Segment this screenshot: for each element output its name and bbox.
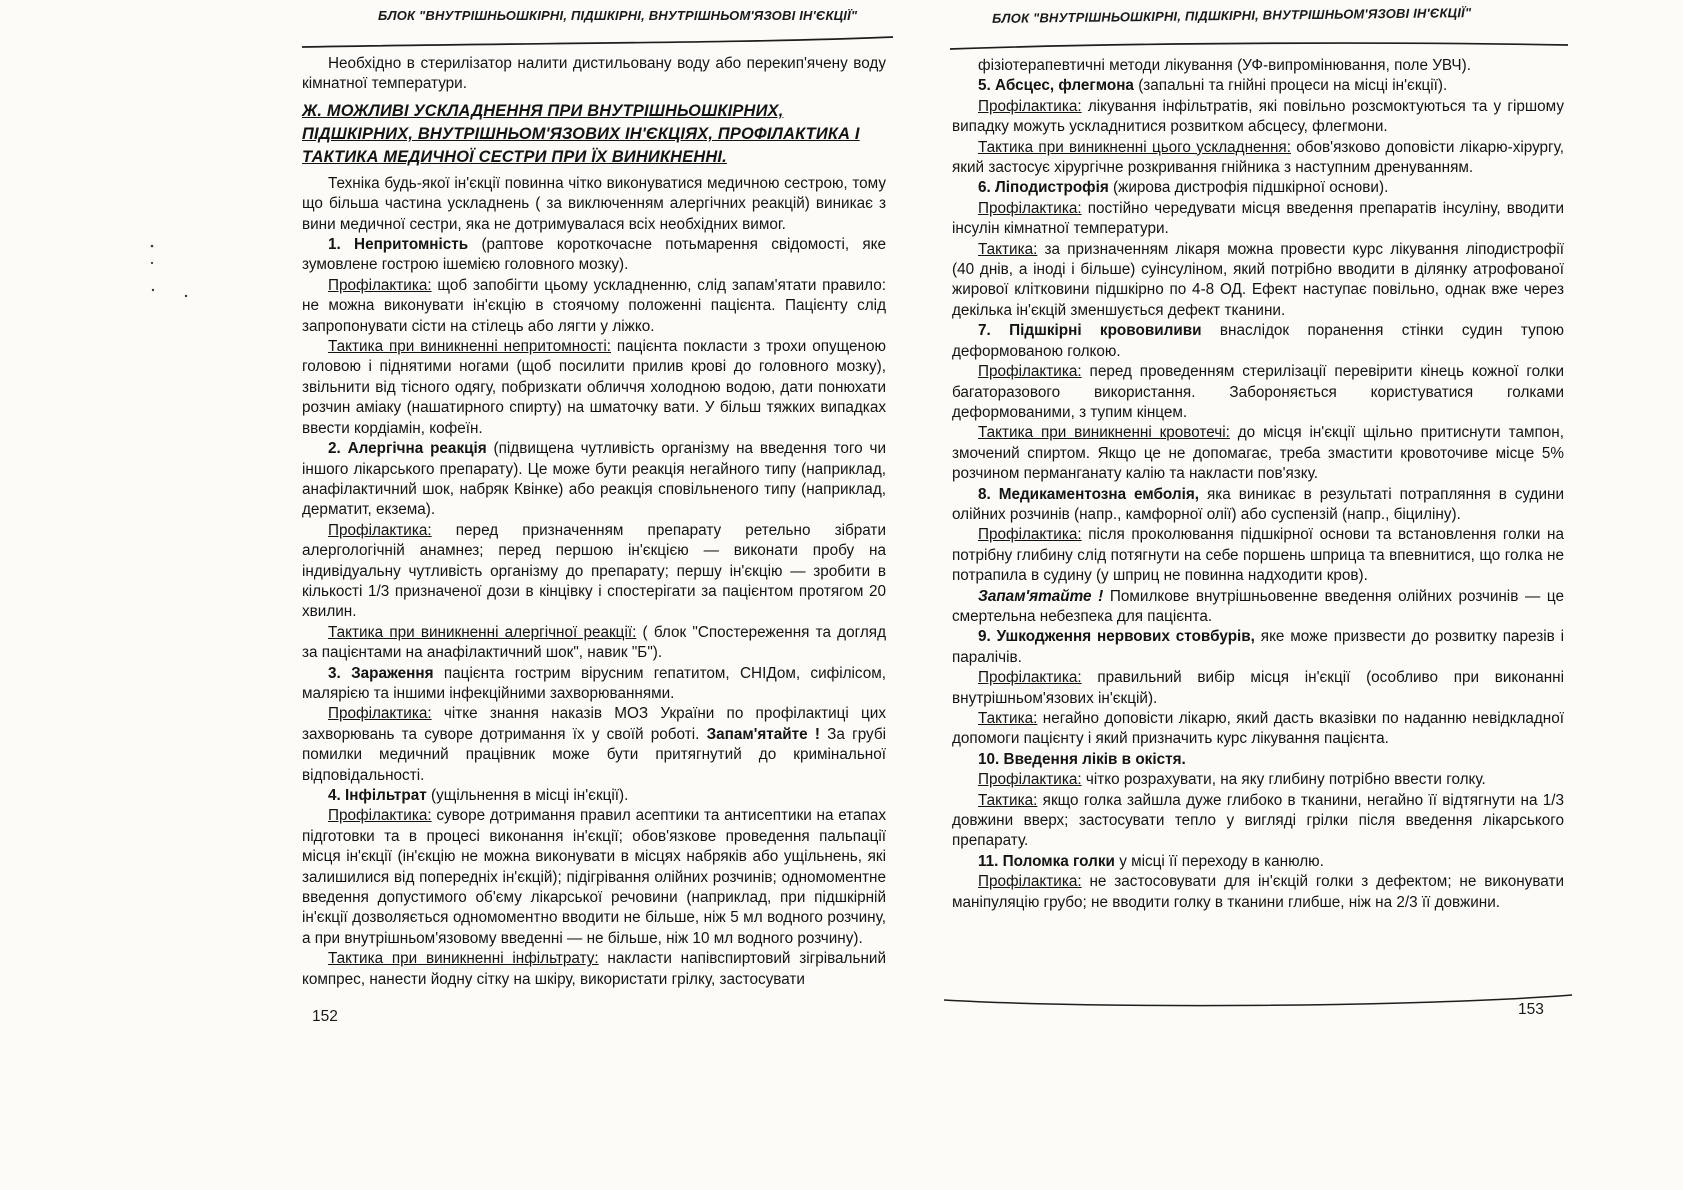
paragraph-text: (жирова дистрофія підшкірної основи). <box>1113 179 1389 197</box>
labeled-paragraph <box>952 199 1564 240</box>
paragraph <box>302 174 886 235</box>
paragraph-label: Тактика при виникненні кровотечі: <box>978 424 1230 442</box>
paragraph <box>302 54 886 95</box>
paragraph-emphasis: Запам'ятайте ! <box>706 725 820 743</box>
paragraph-text: ( блок "Спостереження та догляд за пацієнтами на анафілактичний шок", навик "Б"). <box>302 623 886 662</box>
labeled-paragraph <box>302 704 886 786</box>
scan-speck <box>152 289 154 291</box>
paragraph-text: Необхідно в стерилізатор налити дистильовану воду або перекип'ячену воду кімнатної температури. <box>302 55 886 93</box>
paragraph-text: (раптове короткочасне потьмарення свідомості, яке зумовлене гострою ішемією головного мозку). <box>302 236 887 274</box>
paragraph-text: пацієнта гострим вірусним гепатитом, СНІДом, сифілісом, малярією та іншими інфекційними захворюваннями. <box>302 664 887 702</box>
paragraph-text: яка виникає в результаті потрапляння в судини олійних розчинів (напр., камфорної олії) або суспензій (напр., біциліну). <box>952 485 1565 523</box>
page-number-left: 152 <box>312 1008 338 1025</box>
paragraph-label: Профілактика: <box>328 276 432 294</box>
running-head-right: БЛОК "ВНУТРІШНЬОШКІРНІ, ПІДШКІРНІ, ВНУТРІШНЬОМ'ЯЗОВІ ІН'ЄКЦІЇ" <box>991 5 1472 26</box>
labeled-paragraph <box>302 949 886 990</box>
paragraph-text: внаслідок поранення стінки судин тупою деформованою голкою. <box>952 322 1565 360</box>
item-term: Підшкірні крововиливи <box>1009 322 1202 340</box>
paragraph-text: фізіотерапевтичні методи лікування (УФ-випромінювання, поле УВЧ). <box>978 57 1471 74</box>
paragraph-text: якщо голка зайшла дуже глибоко в тканини, негайно її відтягнути на 1/3 довжини вверх; застосувати тепло у вигляді грілки після введення лікарського препарату. <box>952 791 1565 850</box>
running-head-left: БЛОК "ВНУТРІШНЬОШКІРНІ, ПІДШКІРНІ, ВНУТРІШНЬОМ'ЯЗОВІ ІН'ЄКЦІЇ" <box>378 8 858 23</box>
paragraph-text: (підвищена чутливість організму на введення того чи іншого лікарського препарату). Це може бути реакція негайного типу (наприклад, анафілактичний шок, набряк Квінке) або реакція сповільненого типу (наприклад, дерматит, екзема). <box>302 440 887 519</box>
item-term: Медикаментозна емболія, <box>998 485 1200 503</box>
paragraph-label: Тактика при виникненні інфільтрату: <box>328 950 599 968</box>
paragraph-text: яке може призвести до розвитку парезів і паралічів. <box>952 628 1564 666</box>
left-page-body <box>302 54 886 990</box>
paragraph-label: Профілактика: <box>328 807 432 825</box>
labeled-paragraph <box>952 791 1564 852</box>
paragraph-label: Тактика: <box>978 240 1038 258</box>
item-number: 3. <box>328 664 341 682</box>
scan-line-top-right <box>950 43 1568 49</box>
paragraph-label: Профілактика: <box>978 669 1082 687</box>
item-number: 11. <box>978 852 999 870</box>
paragraph-text: Помилкове внутрішньовенне введення олійних розчинів — це смертельна небезпека для пацієнта. <box>952 587 1565 625</box>
page-number-right: 153 <box>1518 1001 1544 1018</box>
paragraph-label: Профілактика: <box>978 771 1082 789</box>
paragraph-label: Профілактика: <box>328 705 432 723</box>
paragraph-text: правильний вибір місця ін'єкції (особливо при виконанні внутрішньом'язових ін'єкцій). <box>952 669 1564 707</box>
scan-line-bottom-right <box>944 995 1572 1006</box>
item-term: Поломка голки <box>1002 852 1115 870</box>
paragraph-label: Тактика при виникненні алергічної реакції: <box>328 623 637 641</box>
scan-speck <box>151 262 153 264</box>
numbered-item <box>302 786 886 806</box>
labeled-paragraph <box>952 97 1564 138</box>
labeled-paragraph <box>302 806 886 949</box>
item-term: Абсцес, флегмона <box>995 77 1134 95</box>
numbered-item <box>952 852 1564 872</box>
paragraph-text: негайно доповісти лікарю, який дасть вказівки по наданню невідкладної допомоги пацієнту і який призначить курс лікування пацієнта. <box>952 710 1565 748</box>
paragraph-label: Профілактика: <box>978 97 1082 115</box>
paragraph-text: За грубі помилки медичний працівник може бути притягнутий до кримінальної відповідальності. <box>302 725 887 784</box>
paragraph <box>952 56 1564 76</box>
paragraph-text: постійно чередувати місця введення препаратів інсуліну, вводити інсулін кімнатної температури. <box>952 199 1564 238</box>
paragraph-label: Профілактика: <box>978 873 1082 891</box>
labeled-paragraph <box>302 521 886 623</box>
labeled-paragraph <box>952 362 1564 423</box>
item-term: Зараження <box>351 664 434 682</box>
numbered-item <box>302 664 886 705</box>
numbered-item <box>952 321 1564 362</box>
paragraph-text: перед проведенням стерилізації перевірити кінець кожної голки багаторазового використання. Забороняється користуватися голками деформованими, з тупим кінцем. <box>952 363 1565 421</box>
numbered-item <box>302 235 886 276</box>
numbered-item <box>952 485 1564 526</box>
item-number: 4. <box>328 787 341 804</box>
paragraph-text: чітко розрахувати, на яку глибину потрібно ввести голку. <box>1085 771 1486 789</box>
item-term: Інфільтрат <box>345 787 427 804</box>
labeled-paragraph <box>952 138 1564 179</box>
paragraph-label: Тактика: <box>978 710 1038 727</box>
paragraph-label: Тактика при виникненні непритомності: <box>328 338 612 356</box>
labeled-paragraph <box>952 587 1564 628</box>
labeled-paragraph <box>302 623 886 664</box>
item-number: 7. <box>978 322 991 340</box>
labeled-paragraph <box>952 770 1564 790</box>
paragraph-text: Ж. МОЖЛИВІ УСКЛАДНЕННЯ ПРИ ВНУТРІШНЬОШКІРНИХ, ПІДШКІРНИХ, ВНУТРІШНЬОМ'ЯЗОВИХ ІН'ЄКЦІЯХ, ПРОФІЛАКТИКА І ТАКТИКА МЕДИЧНОЇ СЕСТРИ ПРИ ЇХ ВИНИКНЕННІ. <box>302 101 860 166</box>
numbered-item <box>302 439 886 521</box>
item-term: Непритомність <box>354 236 469 254</box>
paragraph-label: Профілактика: <box>328 521 432 539</box>
paragraph-label: Профілактика: <box>978 526 1082 544</box>
paragraph-label: Профілактика: <box>978 363 1082 381</box>
numbered-item <box>952 178 1564 198</box>
item-term: Ушкодження нервових стовбурів, <box>996 628 1255 646</box>
paragraph-text: пацієнта покласти з трохи опущеною головою і піднятими ногами (щоб посилити прилив крові до головного мозку), звільнити від тісного одягу, побризкати обличчя холодною водою, дати понюхати розчин аміаку (нашатирного спирту) на шматочку вати. У більш тяжких випадках ввести кордіамін, кофеїн. <box>302 338 886 437</box>
paragraph-label: Тактика при виникненні цього ускладнення: <box>978 138 1291 156</box>
paragraph-text: (ущільнення в місці ін'єкції). <box>431 787 629 804</box>
numbered-item <box>952 750 1564 770</box>
item-term: Введення ліків в окістя. <box>1003 750 1186 768</box>
scan-speck <box>185 295 187 297</box>
labeled-paragraph <box>952 709 1564 750</box>
paragraph-text: Техніка будь-якої ін'єкції повинна чітко виконуватися медичною сестрою, тому що більша частина ускладнень ( за виключенням алергічних реакцій) виникає з вини медичної сестри, яка не дотримувалася всіх необхідних вимог. <box>302 174 886 233</box>
section-heading <box>302 100 886 169</box>
item-number: 6. <box>978 179 991 197</box>
labeled-paragraph <box>302 337 886 439</box>
paragraph-text: щоб запобігти цьому ускладненню, слід запам'ятати правило: не можна виконувати ін'єкцію в стоячому положенні пацієнта. Пацієнту слід запропонувати сісти на стілець або лягти у ліжко. <box>302 276 887 335</box>
numbered-item <box>952 76 1564 96</box>
item-term: Ліподистрофія <box>995 179 1109 197</box>
paragraph-text: у місці її переходу в канюлю. <box>1119 852 1324 870</box>
item-term: Алергічна реакція <box>347 440 487 458</box>
paragraph-text: за призначенням лікаря можна провести курс лікування ліподистрофії (40 днів, а іноді і більше) суінсуліном, який потрібно вводити в ділянку атрофованої жирової клітковини підшкірно по 4-8 ОД. Ефект наступає повільно, однак вже через декілька ін'єкцій зменшується дефект тканини. <box>952 240 1564 319</box>
paragraph-text: лікування інфільтратів, які повільно розсмоктуються та у гіршому випадку можуть ускладнитися розвитком абсцесу, флегмони. <box>952 97 1565 136</box>
item-number: 9. <box>978 628 991 646</box>
item-number: 8. <box>978 485 991 503</box>
paragraph-label: Запам'ятайте ! <box>978 587 1104 605</box>
paragraph-text: суворе дотримання правил асептики та антисептики на етапах підготовки та в процесі виконання ін'єкції; обов'язкове проведення пальпації місця ін'єкції (ін'єкцію не можна виконувати в місцях набряків або ущільнень, які залишилися від попередніх ін'єкцій); підігрівання олійних розчинів; одномоментне введення допустимого об'єму лікарської речовини (наприклад, при підшкірній ін'єкції дозволяється одномоментно вводити не більше, ніж 5 мл водного розчину, а при внутрішньом'язовому введенні — не більше, ніж 10 мл водного розчину). <box>302 807 887 947</box>
paragraph-text: після проколювання підшкірної основи та встановлення голки на потрібну глибину слід потягнути на себе поршень шприца та впевнитися, що голка не потрапила в судину (у шприц не повинна надходити кров). <box>952 526 1564 585</box>
item-number: 1. <box>328 236 341 254</box>
labeled-paragraph <box>952 668 1564 709</box>
paragraph-text: обов'язково доповісти лікарю-хірургу, який застосує хірургічне розкривання гнійника з наступним дренуванням. <box>952 138 1565 177</box>
labeled-paragraph <box>952 240 1564 322</box>
paragraph-label: Тактика: <box>978 791 1038 809</box>
paragraph-label: Профілактика: <box>978 199 1082 217</box>
right-page-body <box>952 56 1564 913</box>
paragraph-text: (запальні та гнійні процеси на місці ін'єкції). <box>1138 77 1448 95</box>
paragraph-text: чітке знання наказів МОЗ України по профілактиці цих захворювань та суворе дотримання їх у своїй роботі. <box>302 705 886 743</box>
labeled-paragraph <box>952 872 1564 913</box>
scan-line-top-left <box>302 37 893 47</box>
labeled-paragraph <box>302 276 886 337</box>
paragraph-text: не застосовувати для ін'єкцій голки з дефектом; не виконувати маніпуляцію грубо; не вводити голку в тканини глибше, ніж на 2/3 її довжини. <box>952 873 1565 911</box>
paragraph-text: до місця ін'єкції щільно притиснути тампон, змочений спиртом. Якщо це не допомагає, треба змастити кровоточиве місце 5% розчином перманганату калію та накласти пов'язку. <box>952 424 1565 483</box>
labeled-paragraph <box>952 525 1564 586</box>
labeled-paragraph <box>952 423 1564 484</box>
paragraph-text: накласти напівспиртовий зігрівальний компрес, нанести йодну сітку на шкіру, використати грілку, застосувати <box>302 950 886 988</box>
paragraph-text: перед призначенням препарату ретельно зібрати алергологічній анамнез; перед першою ін'єкцією — виконати пробу на індивідуальну чутливість організму до препарату; першу ін'єкцію — зробити в кількості 1/3 призначеної дози в кінцівку і спостерігати за пацієнтом протягом 20 хвилин. <box>302 521 886 621</box>
numbered-item <box>952 627 1564 668</box>
scan-speck <box>151 245 154 248</box>
item-number: 2. <box>328 440 341 458</box>
item-number: 10. <box>978 750 1000 768</box>
item-number: 5. <box>978 77 991 95</box>
